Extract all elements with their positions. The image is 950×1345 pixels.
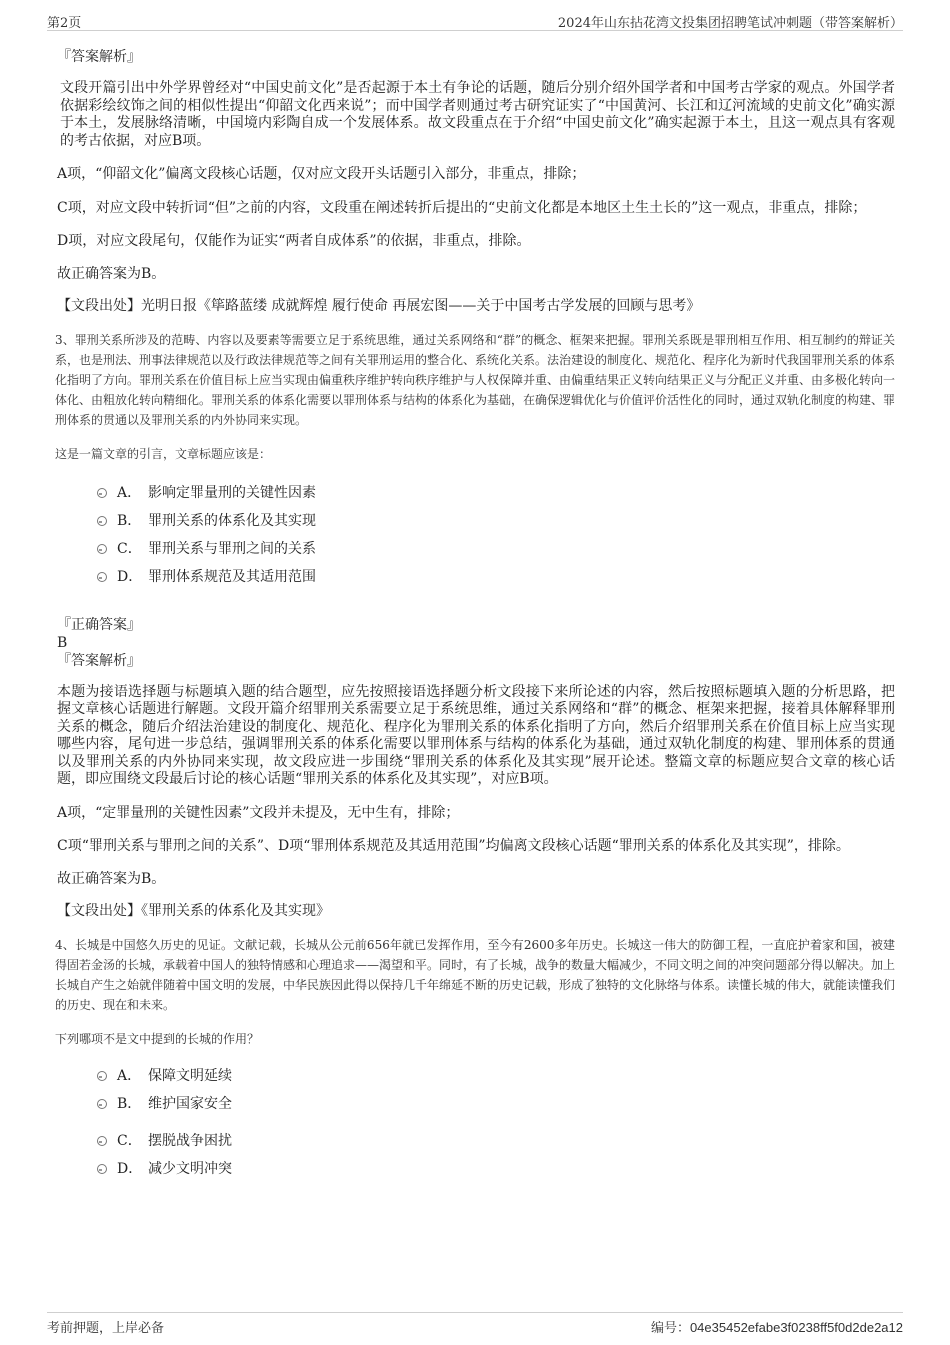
q3-source: 【文段出处】《罪刑关系的体系化及其实现》 — [57, 903, 330, 919]
q3-option-c[interactable]: C． 罪刑关系与罪刑之间的关系 — [55, 535, 895, 563]
page-content — [55, 48, 895, 1183]
page-number: 第2页 — [47, 16, 82, 31]
radio-button-icon[interactable] — [97, 516, 107, 526]
q2-analysis-paragraph: 文段开篇引出中外学界曾经对“中国史前文化”是否起源于本土有争论的话题，随后分别介绍外国学者和中国考古学家的观点。外国学者依据彩绘纹饰之间的相似性提出“仰韶文化西来说”；而中国学者则通过考古研究证实了“中国黄河、长江和辽河流域的史前文化”确实源于本土，发展脉络清晰，中国境内彩陶自成一个发展体系。故文段重点在于介绍“中国史前文化”确实起源于本土，且这一观点具有客观的考古依据，对应B项。 — [60, 80, 895, 149]
document-serial — [651, 1317, 903, 1336]
q3-option-b[interactable]: B． 罪刑关系的体系化及其实现 — [55, 507, 895, 535]
radio-button-icon[interactable] — [97, 544, 107, 554]
q3-analysis-item-a: A项，“定罪量刑的关键性因素”文段并未提及，无中生有，排除； — [57, 804, 460, 821]
q4-options — [55, 1062, 895, 1183]
q3-option-a[interactable]: A． 影响定罪量刑的关键性因素 — [55, 479, 895, 507]
radio-button-icon[interactable] — [97, 1071, 107, 1081]
q4-option-d[interactable]: D． 减少文明冲突 — [55, 1155, 895, 1183]
q3-options — [55, 479, 895, 591]
radio-button-icon[interactable] — [97, 1164, 107, 1174]
serial-value: 04e35452efabe3f0238ff5f0d2de2a12 — [689, 1320, 903, 1335]
page-footer — [47, 1312, 903, 1343]
q2-analysis-item-d: D项，对应文段尾句，仅能作为证实“两者自成体系”的依据，非重点，排除。 — [57, 233, 531, 249]
radio-button-icon[interactable] — [97, 1136, 107, 1146]
footer-slogan: 考前押题，上岸必备 — [47, 1321, 165, 1336]
q4-option-b[interactable]: B． 维护国家安全 — [55, 1090, 895, 1118]
q4-passage: 4、长城是中国悠久历史的见证。文献记载，长城从公元前656年就已发挥作用，至今有2600多年历史。长城这一伟大的防御工程，一直庇护着家和国，被建得固若金汤的长城，承载着中国人的独特情感和心理追求——渴望和平。同时，有了长城，战争的数量大幅减少，不同文明之间的冲突问题部分得以解决。加上长城自产生之始就伴随着中国文明的发展，中华民族因此得以保持几千年绵延不断的历史记载，形成了独特的文化脉络与体系。读懂长城的伟大，就能读懂我们的历史、现在和未来。 — [55, 937, 896, 1012]
correct-answer-value: B — [57, 634, 68, 651]
q3-analysis-item-cd: C项“罪刑关系与罪刑之间的关系”、D项“罪刑体系规范及其适用范围”均偏离文段核心话题“罪刑关系的体系化及其实现”，排除。 — [57, 838, 850, 854]
correct-answer-label: 『正确答案』 — [57, 616, 141, 633]
answer-analysis-label: 『答案解析』 — [57, 652, 141, 669]
q2-source: 【文段出处】光明日报《筚路蓝缕 成就辉煌 履行使命 再展宏图——关于中国考古学发展的回顾与思考》 — [57, 298, 701, 314]
q2-conclusion: 故正确答案为B。 — [57, 265, 166, 282]
q4-option-c[interactable]: C． 摆脱战争困扰 — [55, 1127, 895, 1155]
document-title: 2024年山东拈花湾文投集团招聘笔试冲刺题（带答案解析） — [557, 16, 903, 31]
q3-analysis-paragraph: 本题为接语选择题与标题填入题的结合题型，应先按照接语选择题分析文段接下来所论述的内容，然后按照标题填入题的分析思路，把握文章核心话题进行解题。文段开篇介绍罪刑关系需要立足于系统思维，通过关系网络和“群”的概念、框架来把握，接着具体解释罪刑关系的概念，随后介绍法治建设的制度化、规范化、程序化为罪刑关系的体系化指明了方向，然后介绍罪刑关系在价值目标上应当实现哪些内容，尾句进一步总结，强调罪刑关系的体系化需要以罪刑体系与结构的体系化为基础，通过双轨化制度的构建、罪刑体系的贯通以及罪刑关系的内外协同来实现，故文段应进一步围绕“罪刑关系的体系化及其实现”展开论述。整篇文章的标题应契合文章的核心话题，即应围绕文段最后讨论的核心话题“罪刑关系的体系化及其实现”，对应B项。 — [57, 683, 895, 787]
q3-option-d[interactable]: D． 罪刑体系规范及其适用范围 — [55, 563, 895, 591]
q3-passage: 3、罪刑关系所涉及的范畴、内容以及要素等需要立足于系统思维，通过关系网络和“群”的概念、框架来把握。罪刑关系既是罪刑相互作用、相互制约的辩证关系，也是刑法、刑事法律规范以及行政法律规范等之间有关罪刑运用的整合化、系统化关系。法治建设的制度化、规范化、程序化为新时代我国罪刑关系的体系化指明了方向。罪刑关系在价值目标上应当实现由偏重秩序维护转向秩序维护与人权保障并重、由偏重结果正义转向结果正义与分配正义并重、由多极化转向一体化、由粗放化转向精细化。罪刑关系的体系化需要以罪刑体系与结构的体系化为基础，在确保逻辑优化与价值评价活性化的同时，通过双轨化制度的构建、罪刑体系的贯通以及罪刑关系的内外协同来实现。 — [55, 332, 896, 427]
q2-analysis-item-c: C项，对应文段中转折词“但”之前的内容，文段重在阐述转折后提出的“史前文化都是本地区土生土长的”这一观点，非重点，排除； — [57, 199, 867, 216]
q4-question: 下列哪项不是文中提到的长城的作用？ — [55, 1031, 260, 1046]
answer-analysis-label: 『答案解析』 — [57, 49, 141, 65]
radio-button-icon[interactable] — [97, 1099, 107, 1109]
radio-button-icon[interactable] — [97, 488, 107, 498]
radio-button-icon[interactable] — [97, 572, 107, 582]
q4-option-a[interactable]: A． 保障文明延续 — [55, 1062, 895, 1090]
q3-question: 这是一篇文章的引言，文章标题应该是： — [55, 446, 272, 461]
page-header — [47, 10, 903, 31]
q3-conclusion: 故正确答案为B。 — [57, 870, 166, 887]
q2-analysis-item-a: A项，“仰韶文化”偏离文段核心话题，仅对应文段开头话题引入部分，非重点，排除； — [57, 166, 586, 182]
serial-label: 编号： — [650, 1320, 690, 1335]
